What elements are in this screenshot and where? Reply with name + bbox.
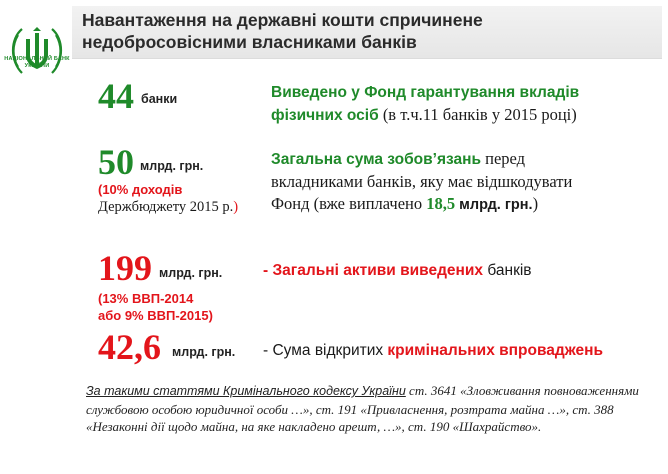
liabilities-desc-unit: млрд. грн.: [455, 197, 533, 213]
assets-unit: млрд. грн.: [159, 266, 223, 280]
liabilities-desc-mid: перед вкладниками банків, яку має відшкодувати Фонд (вже виплачено: [271, 149, 573, 213]
assets-desc-rest: банків: [483, 262, 532, 279]
liabilities-unit: млрд. грн.: [140, 159, 204, 173]
banks-desc-highlight: Виведено у Фонд гарантування вкладів фізичних осіб: [271, 84, 580, 124]
criminal-unit: млрд. грн.: [172, 345, 236, 359]
liabilities-note: [98, 199, 238, 216]
logo-text: НАЦІОНАЛЬНИЙ БАНК УКРАЇНИ: [4, 56, 70, 69]
liabilities-number: 50: [98, 142, 134, 182]
liabilities-note-red: (10% доходів: [98, 182, 183, 197]
banks-desc-rest: (в т.ч.11 банків у 2015 році): [378, 105, 577, 124]
page-title: Навантаження на державні кошти спричинене недобросовісними власниками банків: [82, 10, 483, 52]
assets-number: 199: [98, 248, 152, 288]
liabilities-description: [271, 148, 601, 216]
banks-unit: банки: [141, 92, 178, 106]
criminal-number: 42,6: [98, 327, 161, 367]
footnote-text: ст. 3641 «Зловживання повноваженнями службовою особою юридичної особи …», ст. 191 «Привласнення, розтрата майна …», ст. 388 «Незаконні дії щодо майна, на яке накладено арешт, …», ст. 190 «Шахрайство».: [86, 383, 639, 434]
banks-number: 44: [98, 76, 134, 116]
liabilities-note-text: Держбюджету 2015 р.: [98, 199, 234, 215]
criminal-code-footnote: [86, 382, 646, 436]
assets-description: [263, 260, 643, 281]
liabilities-desc-end: ): [532, 194, 539, 213]
criminal-desc-highlight: кримінальних впроваджень: [387, 342, 604, 359]
liabilities-desc-value: 18,5: [426, 194, 456, 213]
assets-note-line1: (13% ВВП-2014: [98, 291, 194, 306]
nbu-logo-icon: [6, 8, 68, 98]
assets-desc-highlight: - Загальні активи виведених: [263, 262, 484, 279]
criminal-description: [263, 340, 653, 361]
banks-description: [271, 81, 641, 127]
liabilities-desc-highlight: Загальна сума зобов’язань: [271, 151, 482, 168]
footnote-lead: За такими статтями Кримінального кодексу України: [86, 384, 406, 398]
liabilities-note-close: ): [233, 199, 239, 215]
assets-note-line2: або 9% ВВП-2015): [98, 308, 213, 323]
criminal-desc-prefix: - Сума відкритих: [263, 342, 388, 359]
